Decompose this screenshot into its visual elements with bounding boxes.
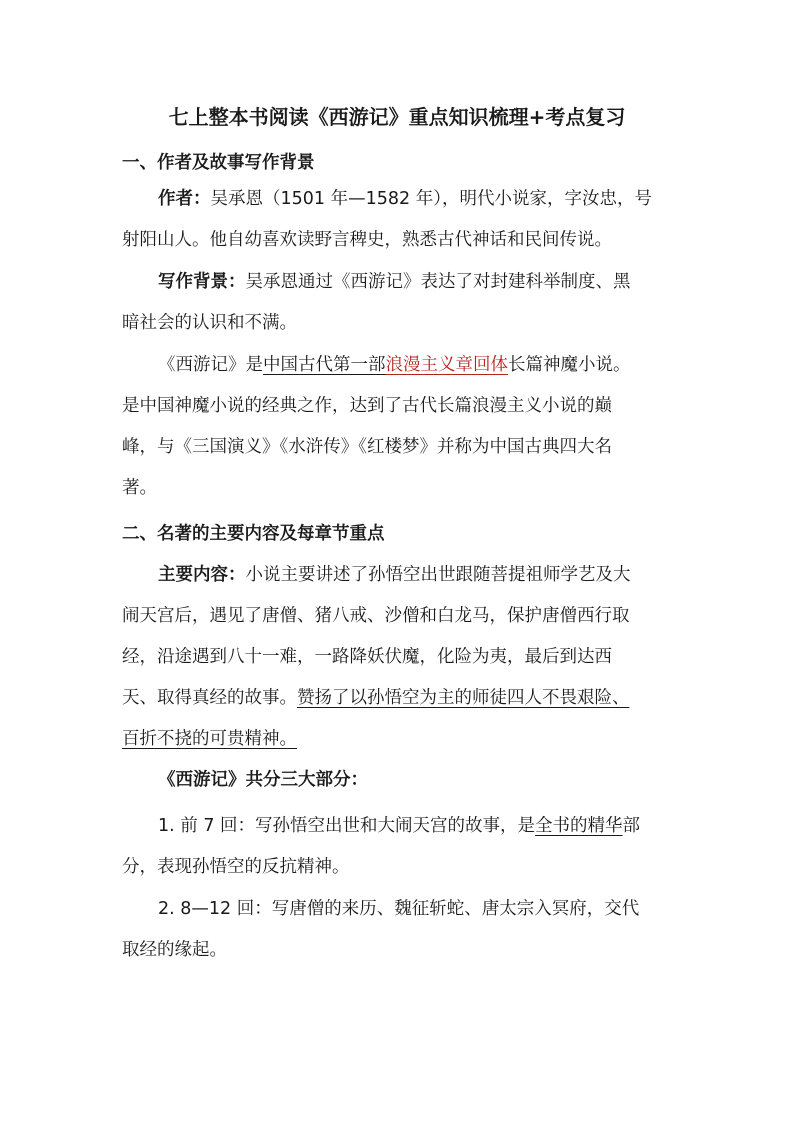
content-line-3: 经，沿途遇到八十一难，一路降妖伏魔，化险为夷，最后到达西 bbox=[122, 647, 612, 667]
paragraph-author bbox=[122, 179, 682, 261]
author-label: 作者： bbox=[158, 189, 211, 209]
novel-line-4: 著。 bbox=[122, 478, 157, 498]
paragraph-part-1 bbox=[122, 806, 682, 888]
part1-essence-highlight: 全书的精华 bbox=[535, 816, 623, 836]
part1-line-1 bbox=[122, 806, 682, 847]
section-heading-author: 一、作者及故事写作背景 bbox=[122, 153, 315, 173]
novel-text-a: 《西游记》是 bbox=[158, 355, 263, 375]
novel-line-1 bbox=[122, 345, 682, 386]
paragraph-novel bbox=[122, 345, 682, 509]
part2-text: 写唐僧的来历、魏征斩蛇、唐太宗入冥府，交代 bbox=[271, 899, 640, 919]
novel-line-3: 峰，与《三国演义》《水浒传》《红楼梦》并称为中国古典四大名 bbox=[122, 437, 612, 457]
content-line-2: 闹天宫后，遇见了唐僧、猪八戒、沙僧和白龙马，保护唐僧西行取 bbox=[122, 606, 630, 626]
paragraph-part-2 bbox=[122, 889, 682, 971]
background-label: 写作背景： bbox=[158, 272, 246, 292]
content-praise-highlight-2: 百折不挠的可贵精神。 bbox=[122, 729, 297, 749]
author-line-1 bbox=[122, 179, 682, 220]
part1-text-a: 写孙悟空出世和大闹天宫的故事，是 bbox=[255, 816, 536, 836]
content-text: 小说主要讲述了孙悟空出世跟随菩提祖师学艺及大 bbox=[245, 565, 631, 585]
content-label: 主要内容： bbox=[158, 565, 246, 585]
novel-first-highlight: 中国古代第一部 bbox=[263, 355, 386, 375]
section-heading-content: 二、名著的主要内容及每章节重点 bbox=[122, 524, 385, 544]
part1-num: 1. 前 7 回： bbox=[158, 816, 256, 836]
parts-heading: 《西游记》共分三大部分： bbox=[158, 770, 368, 790]
content-praise-highlight: 赞扬了以孙悟空为主的师徒四人不畏艰险、 bbox=[297, 688, 630, 708]
content-text-4a: 天、取得真经的故事。 bbox=[122, 688, 297, 708]
part1-text-c: 部 bbox=[622, 816, 641, 836]
part2-num: 2. 8—12 回： bbox=[158, 899, 272, 919]
paragraph-background bbox=[122, 262, 682, 344]
novel-text-d: 长篇神魔小说。 bbox=[508, 355, 631, 375]
content-line-5 bbox=[122, 719, 682, 760]
content-line-4 bbox=[122, 678, 682, 719]
background-line-1 bbox=[122, 262, 682, 303]
part1-line-2: 分，表现孙悟空的反抗精神。 bbox=[122, 857, 350, 877]
author-line-2: 射阳山人。他自幼喜欢读野言稗史，熟悉古代神话和民间传说。 bbox=[122, 230, 612, 250]
page-title: 七上整本书阅读《西游记》重点知识梳理+考点复习 bbox=[168, 105, 626, 129]
part2-line-2: 取经的缘起。 bbox=[122, 940, 227, 960]
content-line-1 bbox=[122, 555, 682, 596]
background-line-2: 暗社会的认识和不满。 bbox=[122, 313, 297, 333]
background-text: 吴承恩通过《西游记》表达了对封建科举制度、黑 bbox=[245, 272, 631, 292]
author-text: 吴承恩（1501 年—1582 年），明代小说家，字汝忠，号 bbox=[210, 189, 652, 209]
paragraph-content bbox=[122, 555, 682, 760]
part2-line-1 bbox=[122, 889, 682, 930]
paragraph-parts-heading bbox=[122, 760, 682, 801]
novel-genre-highlight: 浪漫主义章回体 bbox=[385, 355, 508, 375]
novel-line-2: 是中国神魔小说的经典之作，达到了古代长篇浪漫主义小说的巅 bbox=[122, 396, 612, 416]
